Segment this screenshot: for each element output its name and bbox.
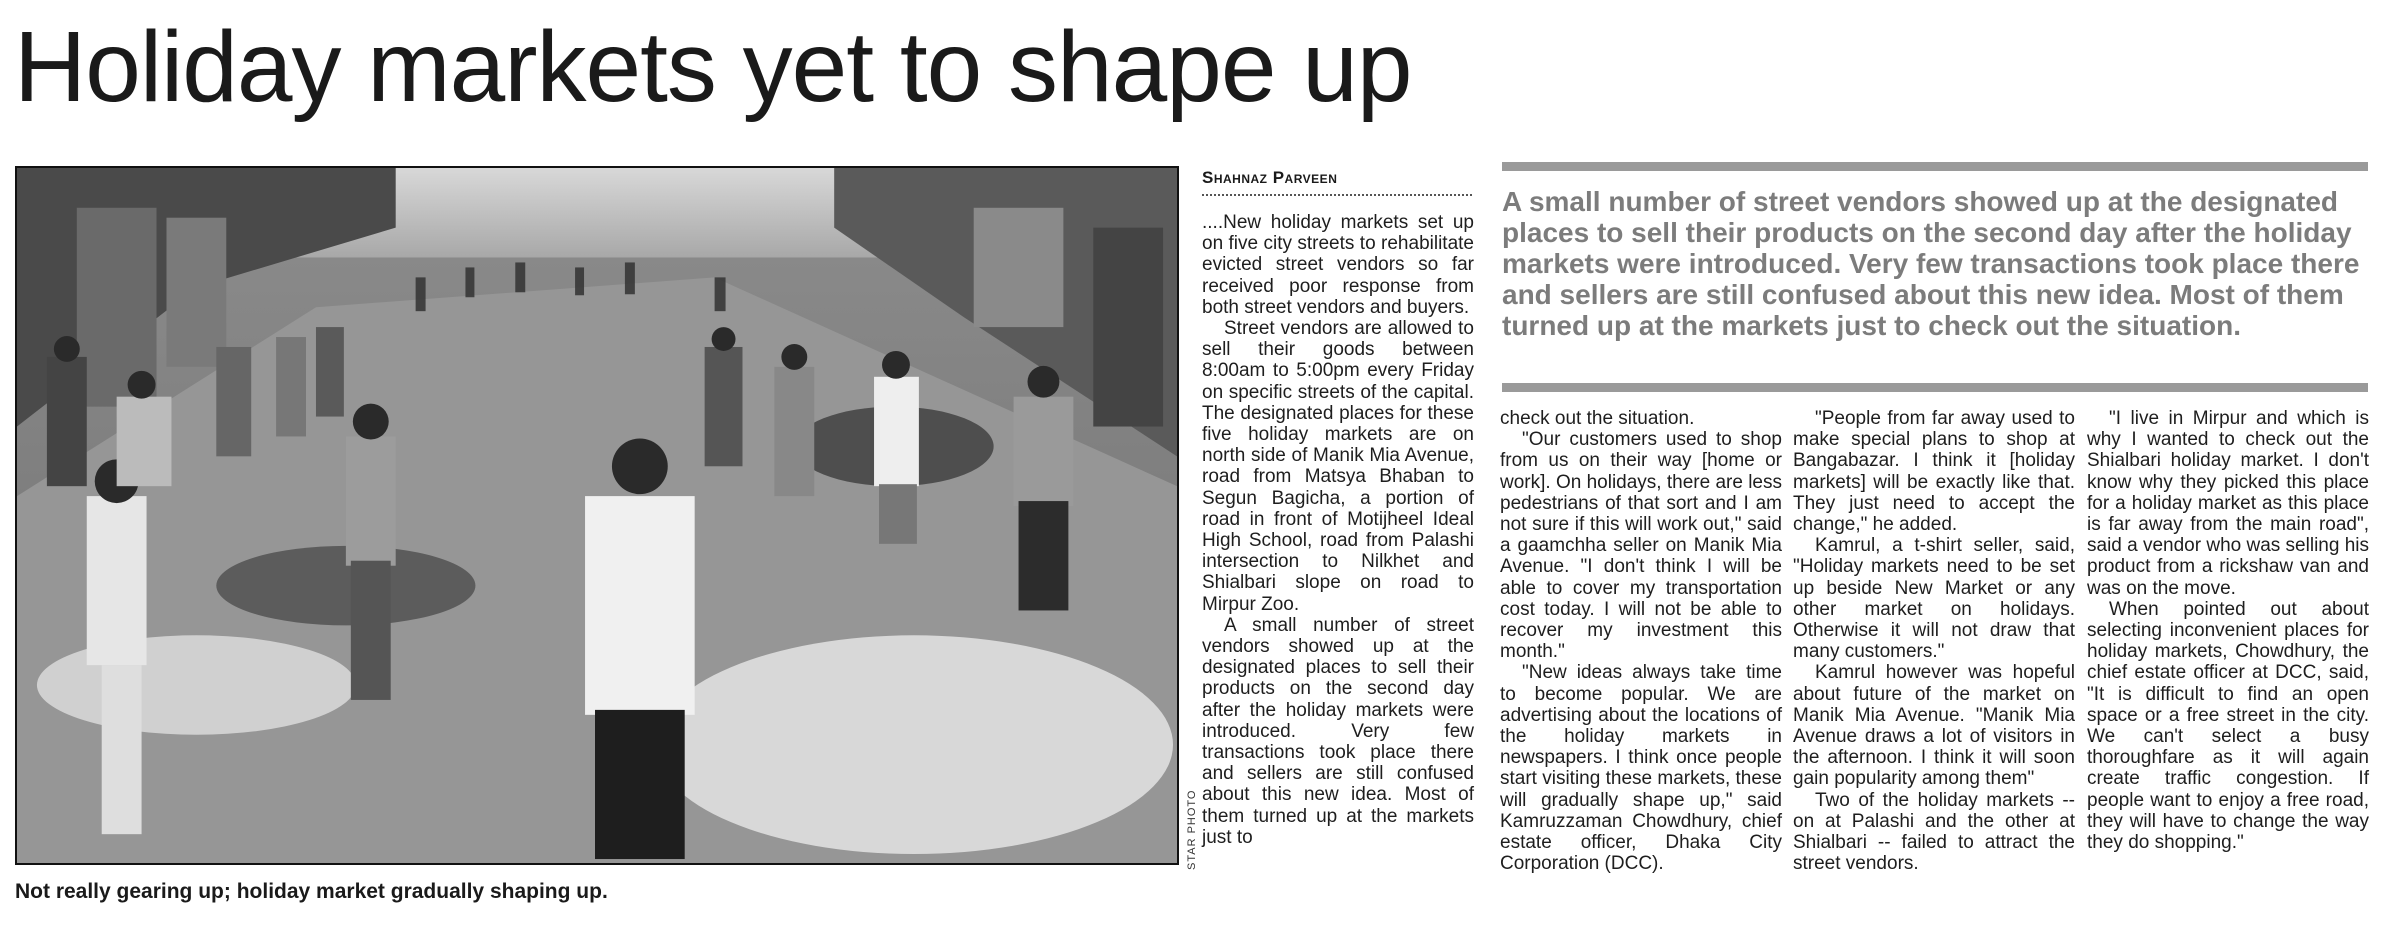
article-column-3 [1793, 408, 2075, 874]
headline: Holiday markets yet to shape up [14, 11, 1412, 123]
photo-caption: Not really gearing up; holiday market gradually shaping up. [15, 880, 608, 903]
paragraph: "People from far away used to make special plans to shop at Bangabazar. I think it [holiday markets] will be exactly like that. They just need to accept the change," he added. [1793, 408, 2075, 536]
news-photo [15, 166, 1179, 865]
byline-dotted-rule [1202, 194, 1472, 196]
photo-credit: STAR PHOTO [1186, 789, 1198, 870]
paragraph: A small number of street vendors showed up at the designated places to sell their products on the second day after the holiday markets were introduced. Very few transactions took place there and sellers are still confused about this new idea. Most of them turned up at the markets just to [1202, 614, 1474, 848]
pullquote-top-rule [1502, 162, 2368, 171]
paragraph: Street vendors are allowed to sell their goods between 8:00am to 5:00pm every Friday on specific streets of the capital. The designated places for these five holiday markets are on north side of Manik Mia Avenue, road from Matsya Bhaban to Segun Bagicha, a portion of road in front of Motijheel Ideal High School, road from Palashi intersection to Nilkhet and Shialbari slope on road to Mirpur Zoo. [1202, 318, 1474, 615]
paragraph: Kamrul however was hopeful about future of the market on Manik Mia Avenue. "Manik Mia Avenue draws a lot of visitors in the afternoon. I think it will soon gain popularity among them" [1793, 662, 2075, 790]
paragraph: Two of the holiday markets -- on at Palashi and the other at Shialbari -- failed to attract the street vendors. [1793, 789, 2075, 875]
paragraph: Kamrul, a t-shirt seller, said, "Holiday markets need to be set up beside New Market or any other market on holidays. Otherwise it will not draw that many customers." [1793, 535, 2075, 663]
article-column-1 [1202, 212, 1474, 848]
byline: Shahnaz Parveen [1202, 168, 1338, 187]
paragraph: ....New holiday markets set up on five city streets to rehabilitate evicted street vendors so far received poor response from both street vendors and buyers. [1202, 212, 1474, 318]
pullquote-bottom-rule [1502, 383, 2368, 392]
paragraph: When pointed out about selecting inconvenient places for holiday markets, Chowdhury, the chief estate officer at DCC, said, "It is difficult to find an open space or a free street in the city. We can't select a busy thoroughfare as it will again create traffic congestion. If people want to enjoy a free road, they will have to change the way they do shopping." [2087, 598, 2369, 854]
article-column-2 [1500, 408, 1782, 874]
paragraph: "I live in Mirpur and which is why I wanted to check out the Shialbari holiday market. I don't know why they picked this place for a holiday market as this place is far away from the main road", said a vendor who was selling his product from a rickshaw van and was on the move. [2087, 408, 2369, 599]
paragraph: "New ideas always take time to become popular. We are advertising about the locations of the holiday markets in newspapers. I think once people start visiting these markets, these will gradually shape up," said Kamruzzaman Chowdhury, chief estate officer, Dhaka City Corporation (DCC). [1500, 662, 1782, 875]
paragraph: check out the situation. [1500, 408, 1695, 429]
street-market-photo [17, 168, 1177, 863]
pullquote: A small number of street vendors showed up at the designated places to sell their products on the second day after the holiday markets were introduced. Very few transactions took place there and sellers are still confused about this new idea. Most of them turned up at the markets just to check out the situation. [1502, 186, 2360, 341]
paragraph: "Our customers used to shop from us on their way [home or work]. On holidays, there are less pedestrians of that sort and I am not sure if this will work out," said a gaamchha seller on Manik Mia Avenue. "I don't think I will be able to cover my transportation cost today. I will not be able to recover my investment this month." [1500, 429, 1782, 663]
article-column-4 [2087, 408, 2369, 853]
